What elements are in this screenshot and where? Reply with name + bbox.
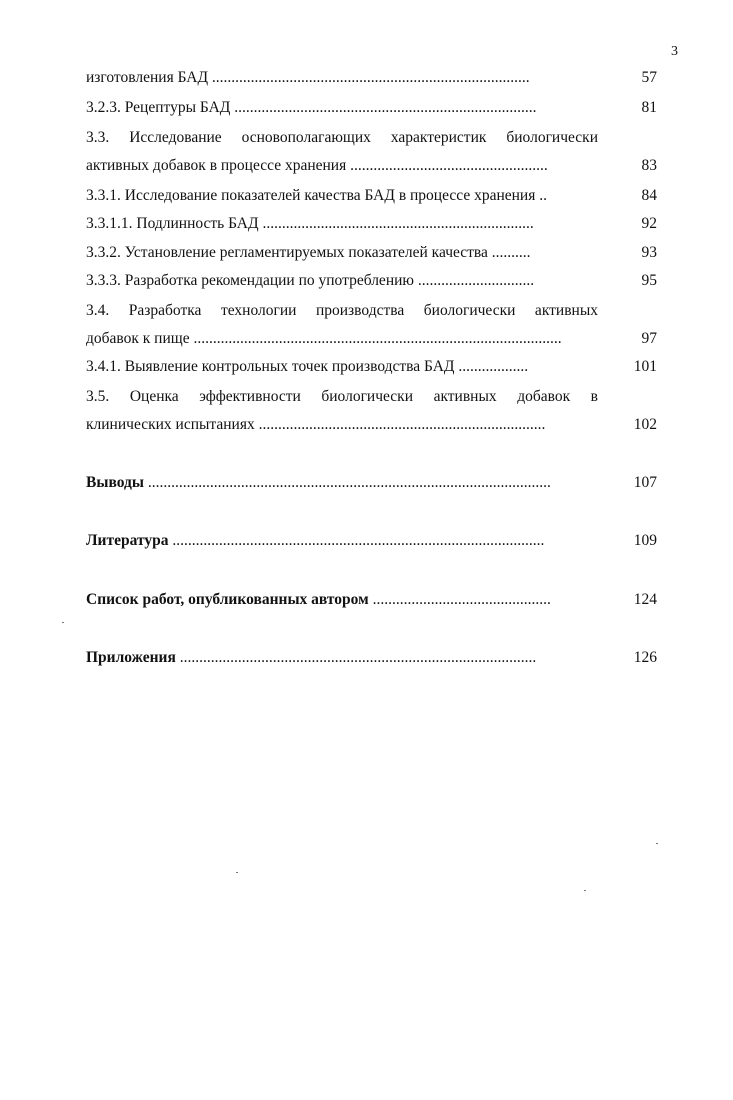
toc-entry-text: активных добавок в процессе хранения xyxy=(86,157,347,174)
toc-entry-3-3-2 xyxy=(86,243,598,263)
toc-entry-literature xyxy=(86,531,598,551)
scan-speck xyxy=(236,872,238,873)
toc-page-number: 57 xyxy=(641,69,657,86)
toc-entry-3-5-line1 xyxy=(86,387,598,407)
toc-entry-3-5-line2 xyxy=(86,415,598,435)
toc-page-number: 81 xyxy=(641,99,657,116)
toc-page-number: 95 xyxy=(641,272,657,289)
toc-leader-dots: ................................................................................................ xyxy=(168,532,545,549)
toc-leader-dots: ........................................................................................................ xyxy=(143,474,551,491)
toc-leader-dots: ............................................................................................... xyxy=(189,330,562,347)
toc-entry-3-3-line1 xyxy=(86,128,598,148)
toc-entry-3-3-line2 xyxy=(86,156,598,176)
toc-page-number: 101 xyxy=(633,358,657,375)
toc-leader-dots: .......... xyxy=(487,244,531,261)
toc-entry-3-3-3 xyxy=(86,271,598,291)
toc-leader-dots: ...................................................................... xyxy=(258,215,534,232)
toc-page-number: 92 xyxy=(641,215,657,232)
toc-leader-dots: .......................................................................... xyxy=(254,416,546,433)
toc-entry-3-3-1-1 xyxy=(86,214,598,234)
toc-entry-text: 3.5. Оценка эффективности биологически активных добавок в xyxy=(86,388,598,405)
toc-entry-manufacture xyxy=(86,68,598,88)
scan-speck xyxy=(62,622,64,623)
scan-speck xyxy=(656,843,658,844)
toc-entry-text: Выводы xyxy=(86,474,144,491)
toc-entry-text: 3.4.1. Выявление контрольных точек производства БАД xyxy=(86,358,455,375)
toc-entry-text: 3.4. Разработка технологии производства биологически активных xyxy=(86,302,598,319)
toc-entry-text: изготовления БАД xyxy=(86,69,209,86)
toc-page-number: 102 xyxy=(633,416,657,433)
toc-leader-dots: .............................................. xyxy=(368,591,551,608)
toc-entry-text: 3.3.1.1. Подлинность БАД xyxy=(86,215,259,232)
toc-page-number: 107 xyxy=(633,474,657,491)
toc-entry-3-3-1 xyxy=(86,186,598,206)
toc-entry-text: Список работ, опубликованных автором xyxy=(86,591,369,608)
toc-entry-3-4-1 xyxy=(86,357,598,377)
toc-leader-dots: ............................................................................................ xyxy=(175,649,537,666)
toc-leader-dots: ................................................... xyxy=(346,157,548,174)
toc-entry-text: 3.3.2. Установление регламентируемых показателей качества xyxy=(86,244,488,261)
toc-page-number: 124 xyxy=(633,591,657,608)
toc-entry-3-4-line1 xyxy=(86,301,598,321)
scan-speck xyxy=(584,890,586,891)
page-number: 3 xyxy=(671,44,678,59)
toc-leader-dots: .................. xyxy=(454,358,529,375)
toc-entry-publications xyxy=(86,590,598,610)
toc-page-number: 109 xyxy=(633,532,657,549)
toc-leader-dots: .................................................................................. xyxy=(208,69,530,86)
toc-entry-text: 3.3. Исследование основополагающих характеристик биологически xyxy=(86,129,598,146)
toc-entry-text: 3.2.3. Рецептуры БАД xyxy=(86,99,231,116)
toc-entry-appendices xyxy=(86,648,598,668)
toc-entry-conclusions xyxy=(86,473,598,493)
toc-entry-text: 3.3.1. Исследование показателей качества БАД в процессе хранения xyxy=(86,187,536,204)
toc-page-number: 93 xyxy=(641,244,657,261)
toc-entry-text: добавок к пище xyxy=(86,330,190,347)
toc-entry-text: Приложения xyxy=(86,649,176,666)
toc-page-number: 83 xyxy=(641,157,657,174)
toc-page-number: 84 xyxy=(641,187,657,204)
toc-entry-3-2-3 xyxy=(86,98,598,118)
toc-entry-3-4-line2 xyxy=(86,329,598,349)
toc-page-number: 126 xyxy=(633,649,657,666)
toc-entry-text: 3.3.3. Разработка рекомендации по употреблению xyxy=(86,272,414,289)
toc-leader-dots: .............................. xyxy=(413,272,535,289)
toc-leader-dots: .............................................................................. xyxy=(230,99,537,116)
toc-page-number: 97 xyxy=(641,330,657,347)
toc-leader-dots: .. xyxy=(535,187,547,204)
toc-entry-text: Литература xyxy=(86,532,169,549)
toc-entry-text: клинических испытаниях xyxy=(86,416,255,433)
